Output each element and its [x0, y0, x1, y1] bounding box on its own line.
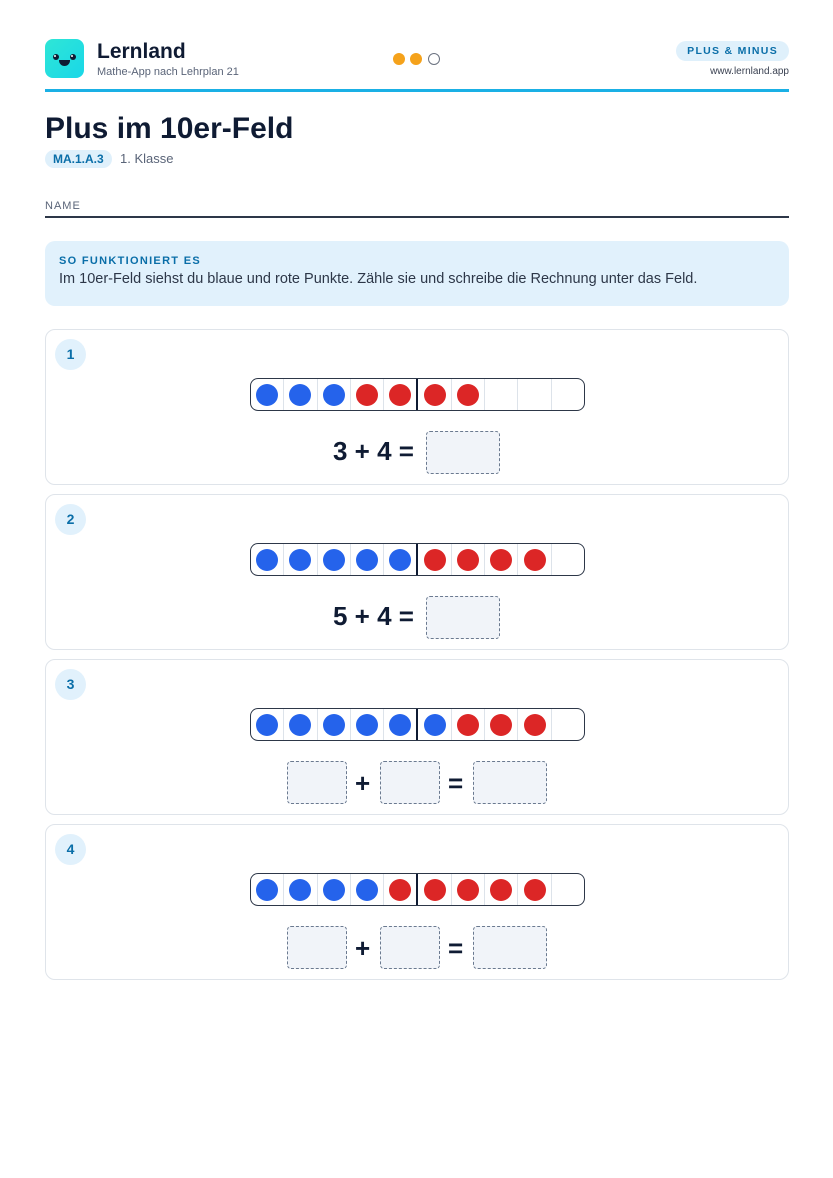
ten-frame-cell [518, 379, 551, 410]
brand-name: Lernland [97, 40, 186, 63]
red-dot [389, 384, 411, 406]
task-card [45, 329, 789, 485]
instructions-heading: SO FUNKTIONIERT ES [59, 255, 201, 267]
plus-sign: + [355, 768, 371, 798]
answer-box[interactable] [473, 926, 547, 969]
red-dot [424, 384, 446, 406]
answer-box[interactable] [426, 596, 500, 639]
blue-dot [356, 879, 378, 901]
answer-box[interactable] [473, 761, 547, 804]
lernland-logo [45, 39, 84, 78]
equals-sign: = [448, 768, 464, 798]
red-dot [424, 549, 446, 571]
red-dot [490, 879, 512, 901]
ten-frame-cell [351, 379, 384, 410]
blue-dot [323, 879, 345, 901]
answer-box[interactable] [426, 431, 500, 474]
blue-dot [256, 384, 278, 406]
ten-frame-cell [485, 874, 518, 905]
ten-frame-cell [452, 874, 485, 905]
second-addend-box[interactable] [380, 761, 440, 804]
task-card [45, 824, 789, 980]
ten-frame-cell [452, 709, 485, 740]
ten-frame [250, 708, 585, 741]
red-dot [389, 879, 411, 901]
blue-dot [256, 714, 278, 736]
ten-frame-cell [251, 709, 284, 740]
ten-frame-cell [384, 544, 418, 575]
ten-frame-cell [251, 379, 284, 410]
ten-frame-cell [284, 544, 317, 575]
ten-frame-cell [284, 379, 317, 410]
red-dot [524, 549, 546, 571]
equals-sign: = [448, 933, 464, 963]
ten-frame-cell [384, 709, 418, 740]
ten-frame-cell [251, 544, 284, 575]
ten-frame-cell [452, 544, 485, 575]
ten-frame-cell [485, 379, 518, 410]
blue-dot [289, 714, 311, 736]
ten-frame-cell [384, 874, 418, 905]
name-input-line[interactable] [45, 216, 789, 218]
blue-dot [356, 549, 378, 571]
ten-frame-cell [284, 874, 317, 905]
ten-frame-cell [418, 709, 451, 740]
red-dot [457, 714, 479, 736]
header-divider [45, 89, 789, 92]
ten-frame-cell [452, 379, 485, 410]
ten-frame-cell [485, 709, 518, 740]
blue-dot [389, 549, 411, 571]
ten-frame-cell [518, 544, 551, 575]
difficulty-dot-icon [410, 53, 422, 65]
equation-text: 3 + 4 = [333, 436, 414, 466]
ten-frame-cell [418, 874, 451, 905]
blue-dot [323, 549, 345, 571]
ten-frame-cell [552, 709, 584, 740]
blue-dot [256, 549, 278, 571]
second-addend-box[interactable] [380, 926, 440, 969]
ten-frame-cell [384, 379, 418, 410]
blue-dot [323, 384, 345, 406]
ten-frame-cell [518, 709, 551, 740]
instructions-text: Im 10er-Feld siehst du blaue und rote Punkte. Zähle sie und schreibe die Rechnung unter das Feld. [59, 271, 698, 287]
header [45, 38, 789, 90]
ten-frame-cell [251, 874, 284, 905]
red-dot [424, 879, 446, 901]
red-dot [457, 384, 479, 406]
ten-frame-cell [518, 874, 551, 905]
ten-frame-cell [418, 379, 451, 410]
task-number: 1 [55, 339, 86, 370]
blue-dot [389, 714, 411, 736]
ten-frame-cell [552, 544, 584, 575]
ten-frame [250, 378, 585, 411]
task-card [45, 659, 789, 815]
worksheet-title: Plus im 10er-Feld [45, 112, 294, 145]
red-dot [524, 714, 546, 736]
grade-label: 1. Klasse [120, 151, 174, 166]
logo-eye-icon [70, 54, 76, 60]
brand-tagline: Mathe-App nach Lehrplan 21 [97, 66, 239, 78]
red-dot [490, 549, 512, 571]
red-dot [490, 714, 512, 736]
task-number: 3 [55, 669, 86, 700]
blue-dot [356, 714, 378, 736]
blue-dot [323, 714, 345, 736]
ten-frame-cell [318, 709, 351, 740]
red-dot [457, 879, 479, 901]
ten-frame [250, 543, 585, 576]
ten-frame-cell [351, 544, 384, 575]
instructions-box [45, 241, 789, 306]
task-number: 4 [55, 834, 86, 865]
ten-frame-cell [318, 544, 351, 575]
curriculum-code-badge: MA.1.A.3 [45, 150, 112, 168]
ten-frame-cell [552, 379, 584, 410]
ten-frame-cell [418, 544, 451, 575]
blue-dot [289, 549, 311, 571]
blue-dot [289, 879, 311, 901]
ten-frame [250, 873, 585, 906]
red-dot [356, 384, 378, 406]
name-label: NAME [45, 200, 81, 212]
blue-dot [424, 714, 446, 736]
ten-frame-cell [351, 874, 384, 905]
equation-text: 5 + 4 = [333, 601, 414, 631]
first-addend-box[interactable] [287, 761, 347, 804]
red-dot [457, 549, 479, 571]
ten-frame-cell [351, 709, 384, 740]
blue-dot [289, 384, 311, 406]
red-dot [524, 879, 546, 901]
plus-sign: + [355, 933, 371, 963]
ten-frame-cell [284, 709, 317, 740]
ten-frame-cell [552, 874, 584, 905]
first-addend-box[interactable] [287, 926, 347, 969]
task-number: 2 [55, 504, 86, 535]
blue-dot [256, 879, 278, 901]
ten-frame-cell [485, 544, 518, 575]
difficulty-dot-icon [393, 53, 405, 65]
ten-frame-cell [318, 874, 351, 905]
ten-frame-cell [318, 379, 351, 410]
difficulty-dot-icon [428, 53, 440, 65]
website-url: www.lernland.app [710, 66, 789, 77]
task-card [45, 494, 789, 650]
topic-badge: PLUS & MINUS [676, 41, 789, 61]
logo-mouth-icon [59, 60, 70, 66]
